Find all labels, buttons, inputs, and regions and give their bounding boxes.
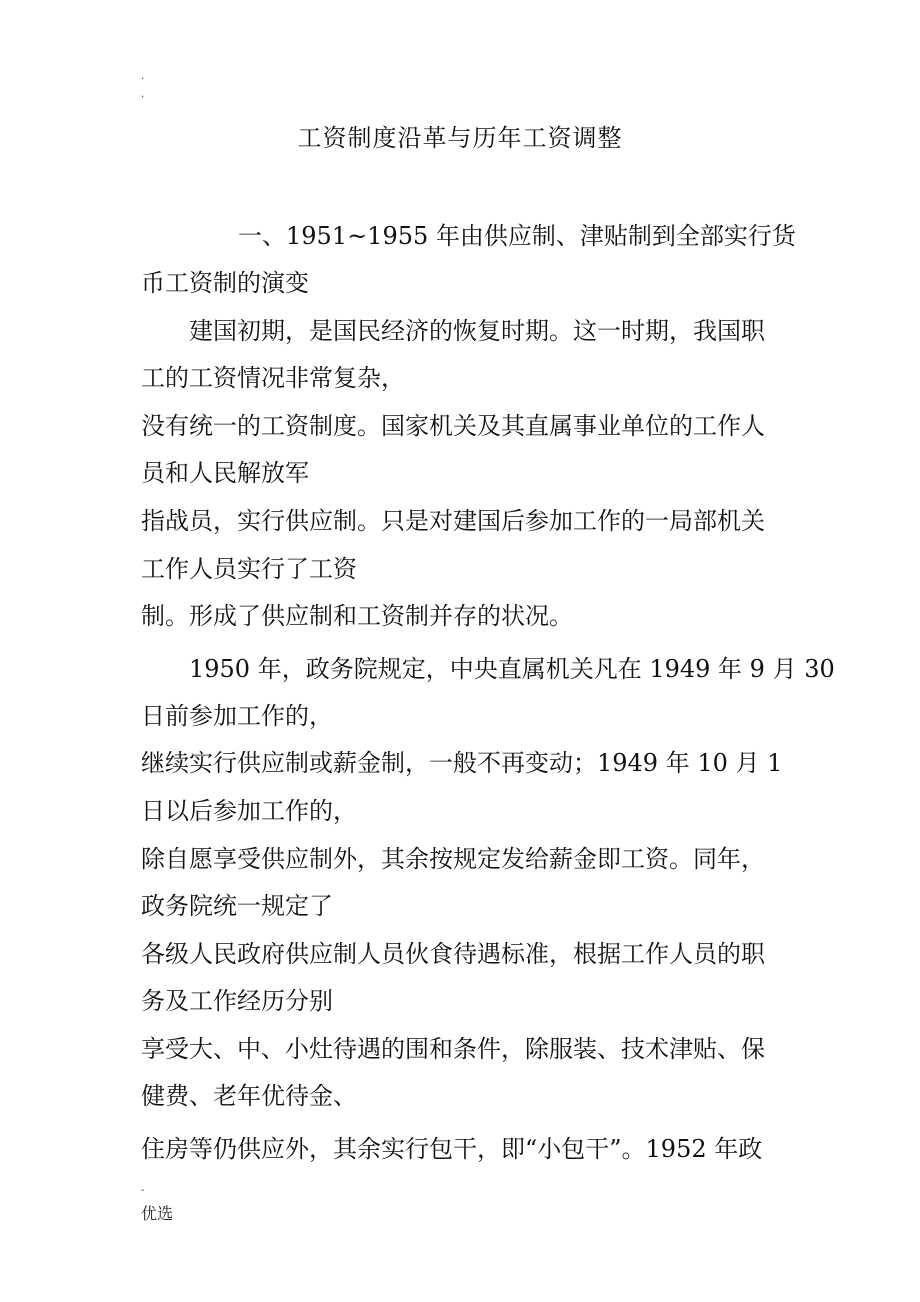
paragraph-line: 工的工资情况非常复杂， bbox=[141, 364, 405, 392]
footer-label: 优选 bbox=[141, 1204, 174, 1223]
paragraph-line: 住房等仍供应外，其余实行包干，即“小包干”。1952 年政 bbox=[141, 1135, 763, 1163]
paragraph-line: 没有统一的工资制度。国家机关及其直属事业单位的工作人 bbox=[141, 412, 765, 440]
paragraph-line: 健费、老年优待金、 bbox=[141, 1082, 357, 1110]
section-heading-continued: 币工资制的演变 bbox=[141, 269, 309, 297]
paragraph-line: 除自愿享受供应制外，其余按规定发给薪金即工资。同年， bbox=[141, 845, 765, 873]
section-heading: 一、1951~1955 年由供应制、津贴制到全部实行货 bbox=[238, 222, 796, 250]
paragraph-line: 制。形成了供应制和工资制并存的状况。 bbox=[141, 602, 573, 630]
paragraph-line: 日前参加工作的， bbox=[141, 702, 333, 730]
paragraph-line: 建国初期，是国民经济的恢复时期。这一时期，我国职 bbox=[189, 317, 765, 345]
paragraph-line: 继续实行供应制或薪金制，一般不再变动；1949 年 10 月 1 bbox=[141, 749, 783, 777]
document-title: 工资制度沿革与历年工资调整 bbox=[297, 124, 623, 152]
header-dot: . bbox=[141, 71, 145, 82]
paragraph-line: 员和人民解放军 bbox=[141, 459, 309, 487]
paragraph-line: 日以后参加工作的， bbox=[141, 797, 357, 825]
paragraph-line: 1950 年，政务院规定，中央直属机关凡在 1949 年 9 月 30 bbox=[189, 655, 835, 683]
paragraph-line: 工作人员实行了工资 bbox=[141, 555, 357, 583]
paragraph-line: 政务院统一规定了 bbox=[141, 892, 333, 920]
paragraph-line: 各级人民政府供应制人员伙食待遇标准，根据工作人员的职 bbox=[141, 940, 765, 968]
paragraph-line: 务及工作经历分别 bbox=[141, 987, 333, 1015]
header-dot: . bbox=[141, 89, 145, 100]
paragraph-line: 指战员，实行供应制。只是对建国后参加工作的一局部机关 bbox=[141, 507, 765, 535]
paragraph-line: 享受大、中、小灶待遇的围和条件，除服装、技术津贴、保 bbox=[141, 1035, 765, 1063]
footer-mark: - bbox=[141, 1185, 145, 1196]
